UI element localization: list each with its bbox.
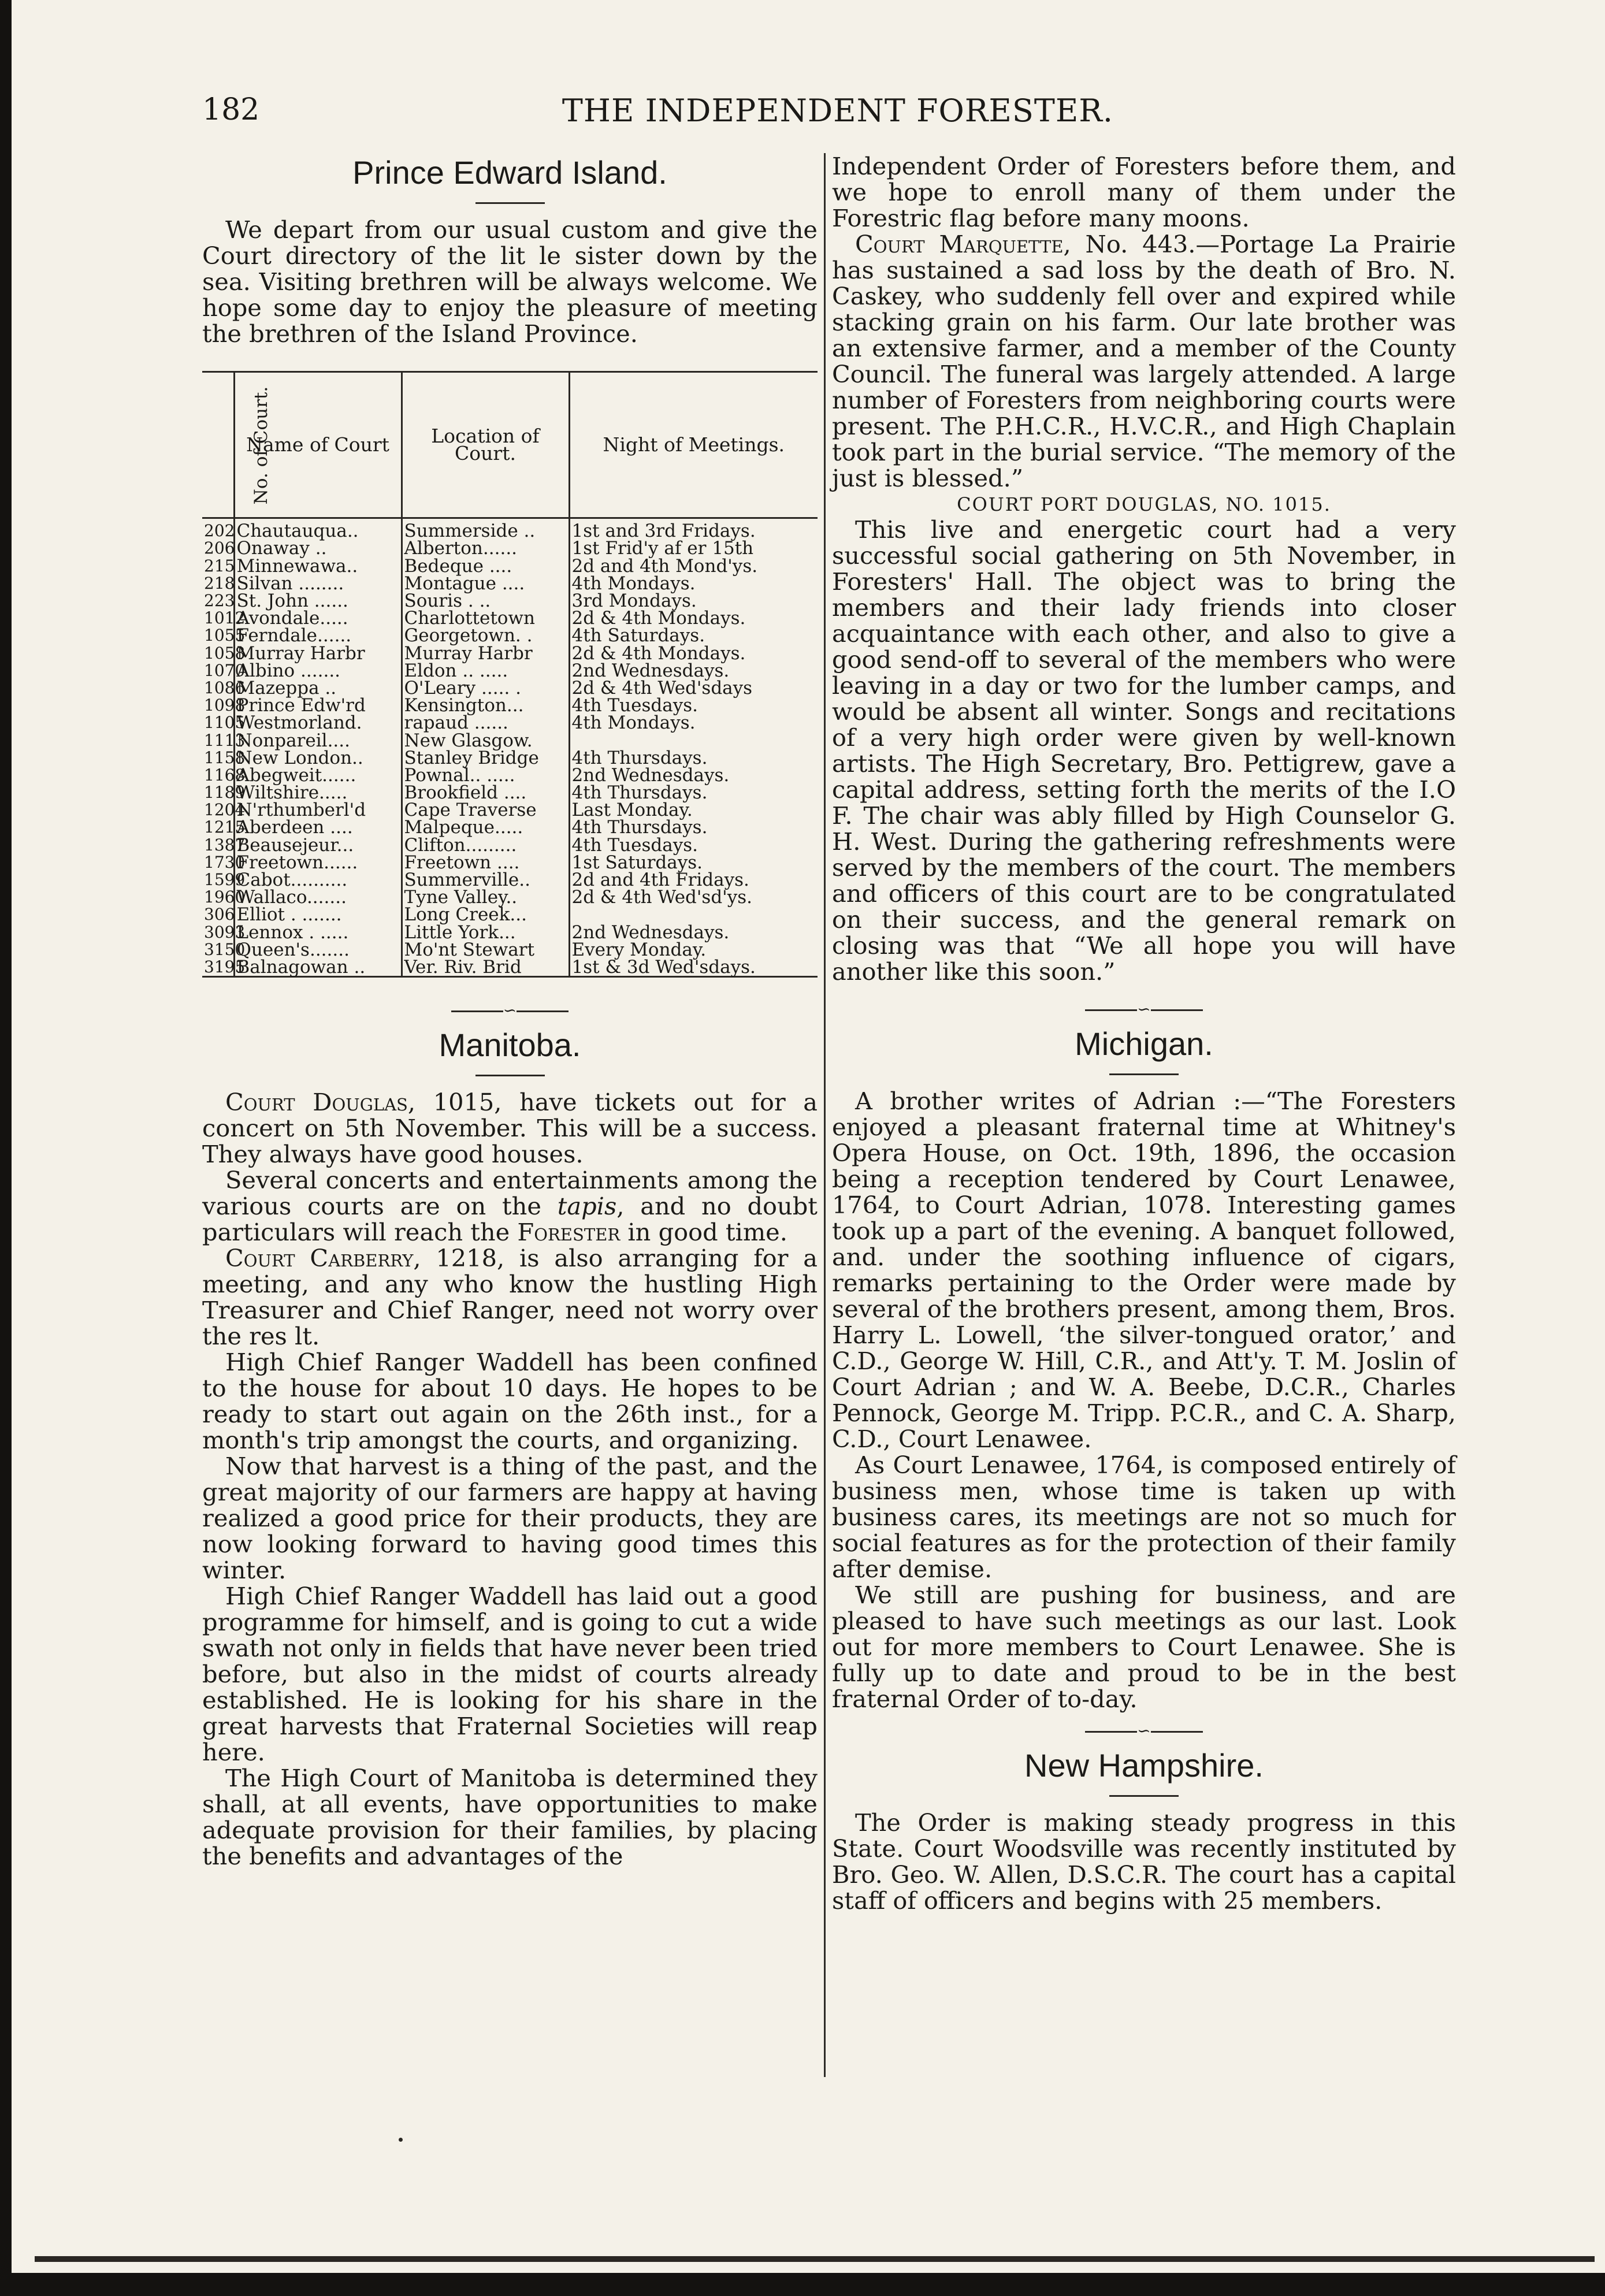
scan-edge-bottom	[0, 2273, 1605, 2296]
court-table-row	[202, 697, 818, 714]
court-location-cell: Bedeque ....	[402, 558, 569, 575]
manitoba-paragraph: Several concerts and entertainments among the various courts are on the tapis, and no doubt particulars will reach the Forester in good time.	[202, 1166, 818, 1247]
meeting-night-cell: 4th Mondays.	[571, 712, 696, 734]
court-name-cell: Albino .......	[234, 662, 402, 679]
court-number-cell: 1055	[202, 627, 234, 644]
meeting-night-cell: 2d & 4th Wed'sdays	[571, 677, 753, 699]
page-number: 182	[202, 92, 260, 127]
court-name-cell: Avondale.....	[234, 610, 402, 627]
scan-edge-left	[0, 0, 12, 2296]
heading-rule	[475, 1075, 545, 1076]
court-number-cell: 1113	[202, 731, 234, 749]
meeting-night-cell: 1st Saturdays.	[571, 852, 703, 873]
court-table-row	[202, 889, 818, 906]
port-douglas-paragraph: This live and energetic court had a very successful social gathering on 5th November, in Foresters' Hall. The object was to bring the members and their lady friends into closer acquaintance with each other, and also to give a good send-off to several of the members who were leaving in a day or two for the lumber camps, and would be absent all winter. Songs and recitations of a very high order were given by well-known artists. The High Secretary, Bro. Pettigrew, gave a capital address, setting forth the merits of the I.O F. The chair was ably filled by High Counselor G. H. West. During the gathering refreshments were served by the members of the court. The members and officers of this court are to be congratulated on their success, and the general remark on closing was that “We all hope you will have another like this soon.”	[832, 515, 1456, 986]
court-table-row	[202, 958, 818, 977]
court-location-cell: Summerville..	[402, 871, 569, 889]
court-table-row	[202, 819, 818, 836]
new-hampshire-heading: New Hampshire.	[1024, 1747, 1264, 1784]
court-name-cell: Wiltshire.....	[234, 784, 402, 801]
court-name-cell: Nonpareil....	[234, 731, 402, 749]
court-location-cell: Pownal.. .....	[402, 767, 569, 784]
court-number-cell: 223	[202, 592, 234, 610]
court-name-cell: Lennox . .....	[234, 924, 402, 941]
meeting-night-cell: 4th Tuesdays.	[571, 695, 698, 716]
court-location-cell: Montague ....	[402, 575, 569, 592]
court-name-cell: Freetown......	[234, 854, 402, 871]
right-column	[832, 153, 1456, 1914]
court-location-cell: Clifton.........	[402, 837, 569, 854]
court-table-row	[202, 592, 818, 610]
header-meeting-night: Night of Meetings.	[569, 372, 818, 518]
michigan-paragraph: We still are pushing for business, and are pleased to have such meetings as our last. Look out for more members to Court Lenawee. She is fully up to date and proud to be in the best fraternal Order of to-day.	[832, 1581, 1456, 1714]
page-header	[202, 92, 1473, 144]
manitoba-paragraph: High Chief Ranger Waddell has laid out a good programme for himself, and is going to cut a wide swath not only in fields that have never been tried before, but also in the midst of courts already established. He is looking for his share in the great harvests that Fraternal Societies will reap here.	[202, 1582, 818, 1767]
court-location-cell: Long Creek...	[402, 906, 569, 923]
court-number-cell: 1070	[202, 662, 234, 679]
header-court-location: Location of Court.	[402, 372, 569, 518]
court-number-cell: 1204	[202, 801, 234, 819]
meeting-night-cell	[569, 731, 818, 749]
michigan-paragraph: A brother writes of Adrian :—“The Foresters enjoyed a pleasant fraternal time at Whitney's Opera House, on Oct. 19th, 1896, the occasion being a reception tendered by Court Lenawee, 1764, to Court Adrian, 1078. Interesting games took up a part of the evening. A banquet followed, and. under the soothing influence of cigars, remarks pertaining to the Order were made by several of the brothers present, among them, Bros. Harry L. Lowell, ‘the silver-tongued orator,’ and C.D., George W. Hill, C.R., and Att'y. T. M. Joslin of Court Adrian ; and W. A. Beebe, D.C.R., Charles Pennock, George M. Tripp. P.C.R., and C. A. Sharp, C.D., Court Lenawee.	[832, 1087, 1456, 1454]
court-table-row	[202, 714, 818, 731]
court-number-cell: 215	[202, 558, 234, 575]
court-table-body	[202, 518, 818, 977]
court-table-row	[202, 679, 818, 697]
meeting-night-cell: 2d and 4th Fridays.	[571, 870, 749, 891]
marquette-paragraph: Court Marquette, No. 443.—Portage La Prairie has sustained a sad loss by the death of Bro. N. Caskey, who suddenly fell over and expired while stacking grain on his farm. Our late brother was an extensive farmer, and a member of the County Council. The funeral was largely attended. A large number of Foresters from neighboring courts were present. The P.H.C.R., H.V.C.R., and High Chaplain took part in the burial service. “The memory of the just is blessed.”	[832, 230, 1456, 492]
heading-rule	[1109, 1795, 1179, 1797]
meeting-night-cell: 2nd Wednesdays.	[571, 764, 730, 786]
michigan-heading: Michigan.	[1075, 1026, 1213, 1062]
court-name-cell: Ferndale......	[234, 627, 402, 644]
court-table-row	[202, 645, 818, 662]
court-name-cell: Abegweit......	[234, 767, 402, 784]
court-location-cell: Kensington...	[402, 697, 569, 714]
meeting-night-cell: 2d & 4th Wed'sd'ys.	[571, 887, 752, 908]
court-number-cell: 202	[202, 518, 234, 540]
court-number-cell: 1215	[202, 819, 234, 836]
court-location-cell: Murray Harbr	[402, 645, 569, 662]
court-number-cell: 306	[202, 906, 234, 923]
court-table-row	[202, 801, 818, 819]
court-number-cell: 206	[202, 540, 234, 557]
meeting-night-cell: 2d & 4th Mondays.	[571, 608, 746, 629]
port-douglas-title: COURT PORT DOUGLAS, NO. 1015.	[957, 493, 1331, 515]
court-table-row	[202, 906, 818, 923]
court-name-cell: Mazeppa ..	[234, 679, 402, 697]
court-number-cell: 1058	[202, 645, 234, 662]
court-table-row	[202, 731, 818, 749]
court-name-cell: Aberdeen ....	[234, 819, 402, 836]
court-location-cell: Malpeque.....	[402, 819, 569, 836]
court-table-row	[202, 610, 818, 627]
court-table-row	[202, 558, 818, 575]
court-name-cell: Elliot . .......	[234, 906, 402, 923]
court-location-cell: Tyne Valley..	[402, 889, 569, 906]
continued-paragraph: Independent Order of Foresters before them, and we hope to enroll many of them under the Forestric flag before many moons.	[832, 152, 1456, 232]
meeting-night-cell: 4th Saturdays.	[571, 625, 705, 647]
court-name-cell: Silvan ........	[234, 575, 402, 592]
court-table-header	[202, 372, 818, 518]
court-location-cell: O'Leary ..... .	[402, 679, 569, 697]
ornament-divider: ∽	[202, 1001, 818, 1020]
meeting-night-cell: 1st and 3rd Fridays.	[571, 521, 756, 542]
manitoba-paragraph: High Chief Ranger Waddell has been confined to the house for about 10 days. He hopes to be ready to start out again on the 26th inst., for a month's trip amongst the courts, and organizing.	[202, 1348, 818, 1455]
court-name-cell: Onaway ..	[234, 540, 402, 557]
court-location-cell: Alberton......	[402, 540, 569, 557]
court-table-row	[202, 662, 818, 679]
meeting-night-cell: 1st & 3d Wed'sdays.	[571, 956, 756, 978]
meeting-night-cell: 2d & 4th Mondays.	[571, 642, 746, 664]
meeting-night-cell: 3rd Mondays.	[571, 590, 697, 612]
court-number-cell: 1960	[202, 889, 234, 906]
court-table-row	[202, 575, 818, 592]
court-location-cell: Brookfield ....	[402, 784, 569, 801]
court-name-cell: Balnagowan ..	[234, 958, 402, 977]
court-table-row	[202, 627, 818, 644]
court-table-row	[202, 518, 818, 540]
court-number-cell: 1098	[202, 697, 234, 714]
scan-edge-bottom-rule	[35, 2256, 1595, 2262]
court-location-cell: Stanley Bridge	[402, 749, 569, 767]
court-number-cell: 1168	[202, 767, 234, 784]
court-name-cell: Queen's.......	[234, 941, 402, 958]
court-name-cell: N'rthumberl'd	[234, 801, 402, 819]
court-location-cell: New Glasgow.	[402, 731, 569, 749]
pei-intro: We depart from our usual custom and give the Court directory of the lit le sister down by the sea. Visiting brethren will be always welcome. We hope some day to enjoy the pleasure of meeting the brethren of the Island Province.	[202, 216, 818, 348]
court-location-cell: Mo'nt Stewart	[402, 941, 569, 958]
meeting-night-cell: 2nd Wednesdays.	[571, 660, 730, 681]
meeting-night-cell: Every Monday.	[571, 939, 707, 960]
manitoba-heading: Manitoba.	[439, 1027, 581, 1064]
court-number-cell: 1086	[202, 679, 234, 697]
court-table-row	[202, 924, 818, 941]
meeting-night-cell	[569, 906, 818, 923]
ink-dot	[399, 2138, 403, 2142]
court-table-row	[202, 854, 818, 871]
court-table-row	[202, 941, 818, 958]
meeting-night-cell: 1st Frid'y af er 15th	[571, 538, 754, 559]
ornament-divider: ∽	[832, 1000, 1456, 1019]
court-number-cell: 1012	[202, 610, 234, 627]
header-court-name: Name of Court	[234, 372, 402, 518]
running-title: THE INDEPENDENT FORESTER.	[562, 92, 1114, 129]
meeting-night-cell: 4th Thursdays.	[571, 782, 708, 804]
manitoba-paragraph: Court Carberry, 1218, is also arranging for a meeting, and any who know the hustling High Treasurer and Chief Ranger, need not worry over the res lt.	[202, 1244, 818, 1351]
court-table-row	[202, 837, 818, 854]
court-location-cell: Freetown ....	[402, 854, 569, 871]
meeting-night-cell: 4th Mondays.	[571, 573, 696, 594]
court-location-cell: Ver. Riv. Brid	[402, 958, 569, 977]
court-number-cell: 3093	[202, 924, 234, 941]
court-table-row	[202, 767, 818, 784]
heading-rule	[1109, 1073, 1179, 1075]
column-divider	[824, 153, 826, 2077]
court-number-cell: 1189	[202, 784, 234, 801]
pei-heading: Prince Edward Island.	[352, 154, 667, 191]
new-hampshire-paragraph: The Order is making steady progress in this State. Court Woodsville was recently instituted by Bro. Geo. W. Allen, D.S.C.R. The court has a capital staff of officers and begins with 25 members.	[832, 1808, 1456, 1915]
header-court-number: No. of Court.	[202, 372, 234, 518]
court-table-row	[202, 540, 818, 557]
court-number-cell: 3195	[202, 958, 234, 977]
court-name-cell: Beausejeur...	[234, 837, 402, 854]
meeting-night-cell: Last Monday.	[571, 800, 693, 821]
court-location-cell: Little York...	[402, 924, 569, 941]
court-number-cell: 3150	[202, 941, 234, 958]
court-table-row	[202, 871, 818, 889]
court-directory-table	[202, 371, 818, 978]
meeting-night-cell: 2nd Wednesdays.	[571, 922, 730, 943]
court-number-cell: 1599	[202, 871, 234, 889]
court-table-row	[202, 784, 818, 801]
court-name-cell: Chautauqua..	[234, 518, 402, 540]
manitoba-paragraph: The High Court of Manitoba is determined they shall, at all events, have opportunities to make adequate provision for their families, by placing the benefits and advantages of the	[202, 1764, 818, 1871]
ornament-divider: ∽	[832, 1721, 1456, 1740]
court-name-cell: Wallaco.......	[234, 889, 402, 906]
court-name-cell: Prince Edw'rd	[234, 697, 402, 714]
court-location-cell: Georgetown. .	[402, 627, 569, 644]
meeting-night-cell: 4th Tuesdays.	[571, 834, 698, 856]
court-location-cell: Charlottetown	[402, 610, 569, 627]
court-location-cell: Eldon .. .....	[402, 662, 569, 679]
court-number-cell: 1730	[202, 854, 234, 871]
manitoba-paragraph: Court Douglas, 1015, have tickets out for a concert on 5th November. This will be a success. They always have good houses.	[202, 1088, 818, 1169]
court-name-cell: Westmorland.	[234, 714, 402, 731]
court-name-cell: Minnewawa..	[234, 558, 402, 575]
court-location-cell: Souris . ..	[402, 592, 569, 610]
court-name-cell: St. John ......	[234, 592, 402, 610]
court-name-cell: Cabot..........	[234, 871, 402, 889]
court-location-cell: Cape Traverse	[402, 801, 569, 819]
court-location-cell: Summerside ..	[402, 518, 569, 540]
court-table-row	[202, 749, 818, 767]
court-number-cell: 1387	[202, 837, 234, 854]
left-column	[202, 153, 818, 1869]
manitoba-paragraph: Now that harvest is a thing of the past, and the great majority of our farmers are happy at having realized a good price for their products, they are now looking forward to having good times this winter.	[202, 1452, 818, 1585]
meeting-night-cell: 2d and 4th Mond'ys.	[571, 555, 758, 577]
court-name-cell: New London..	[234, 749, 402, 767]
meeting-night-cell: 4th Thursdays.	[571, 817, 708, 838]
court-number-cell: 218	[202, 575, 234, 592]
court-name-cell: Murray Harbr	[234, 645, 402, 662]
court-number-cell: 1105	[202, 714, 234, 731]
heading-rule	[475, 202, 545, 204]
court-location-cell: rapaud ......	[402, 714, 569, 731]
court-number-cell: 1158	[202, 749, 234, 767]
meeting-night-cell: 4th Thursdays.	[571, 747, 708, 768]
michigan-paragraph: As Court Lenawee, 1764, is composed entirely of business men, whose time is taken up with business cares, its meetings are not so much for social features as for the protection of their family after demise.	[832, 1451, 1456, 1584]
